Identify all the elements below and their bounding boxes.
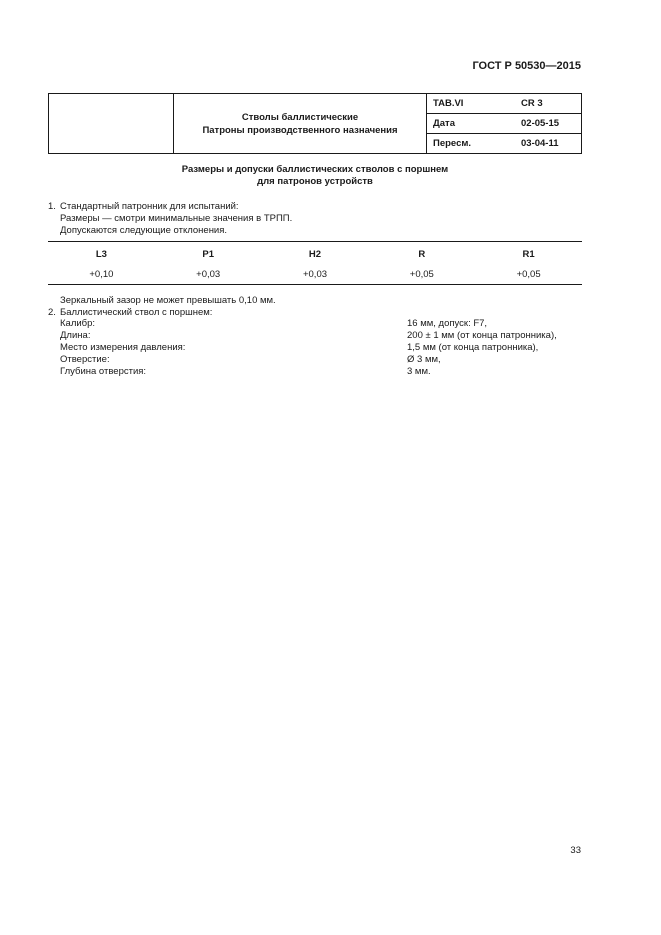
param-value: 16 мм, допуск: F7, (407, 318, 488, 329)
param-name: Отверстие: (60, 354, 110, 365)
page-number: 33 (570, 845, 581, 856)
param-value: Ø 3 мм, (407, 354, 441, 365)
header-title-line2: Патроны производственного назначения (202, 124, 398, 136)
item2-number: 2. (48, 307, 56, 318)
param-name: Длина: (60, 330, 91, 341)
param-value: 200 ± 1 мм (от конца патронника), (407, 330, 557, 341)
item1-line2: Размеры — смотри минимальные значения в ТРПП. (60, 213, 293, 224)
param-row (60, 354, 582, 366)
param-value: 1,5 мм (от конца патронника), (407, 342, 539, 353)
standard-code: ГОСТ Р 50530—2015 (472, 60, 581, 72)
header-value: 03-04-11 (509, 134, 582, 154)
header-value: CR 3 (509, 94, 582, 114)
param-row (60, 342, 582, 354)
header-blank-cell (49, 94, 174, 154)
param-row (60, 366, 582, 378)
tolerance-header: R1 (522, 249, 535, 260)
param-row (60, 318, 582, 330)
tolerance-value: +0,03 (196, 269, 221, 280)
header-table (48, 93, 582, 154)
item1-heading: Стандартный патронник для испытаний: (60, 201, 239, 212)
tolerance-value: +0,03 (302, 269, 328, 280)
param-name: Калибр: (60, 318, 96, 329)
param-value: 3 мм. (407, 366, 431, 377)
section-title-line2: для патронов устройств (257, 176, 373, 187)
item2-heading: Баллистический ствол с поршнем: (60, 307, 213, 318)
tolerance-header: R (418, 249, 426, 260)
tolerance-header: L3 (95, 249, 107, 260)
header-key: Дата (427, 114, 510, 134)
tolerance-header-row (48, 249, 582, 260)
param-name: Глубина отверстия: (60, 366, 147, 377)
item1-number: 1. (48, 201, 56, 212)
param-row (60, 330, 582, 342)
header-key: Пересм. (427, 134, 510, 154)
barrel-params (60, 318, 582, 378)
tolerance-top-rule (48, 241, 582, 242)
tolerance-bottom-rule (48, 284, 582, 285)
tolerance-header: H2 (308, 249, 322, 260)
header-value: 02-05-15 (509, 114, 582, 134)
tolerance-value: +0,05 (409, 269, 434, 280)
tolerance-value: +0,05 (516, 269, 541, 280)
header-title-line1: Стволы баллистические (241, 111, 359, 123)
header-key: TAB.VI (427, 94, 510, 114)
section-title (48, 164, 582, 188)
header-title-cell (174, 94, 427, 154)
section-title-line1: Размеры и допуски баллистических стволов с поршнем (181, 164, 449, 175)
item1-line3: Допускаются следующие отклонения. (60, 225, 228, 236)
tolerance-value: +0,10 (89, 269, 114, 280)
tolerance-value-row (48, 269, 582, 280)
mirror-gap-note: Зеркальный зазор не может превышать 0,10 мм. (60, 295, 276, 306)
tolerance-header: P1 (202, 249, 214, 260)
param-name: Место измерения давления: (60, 342, 186, 353)
